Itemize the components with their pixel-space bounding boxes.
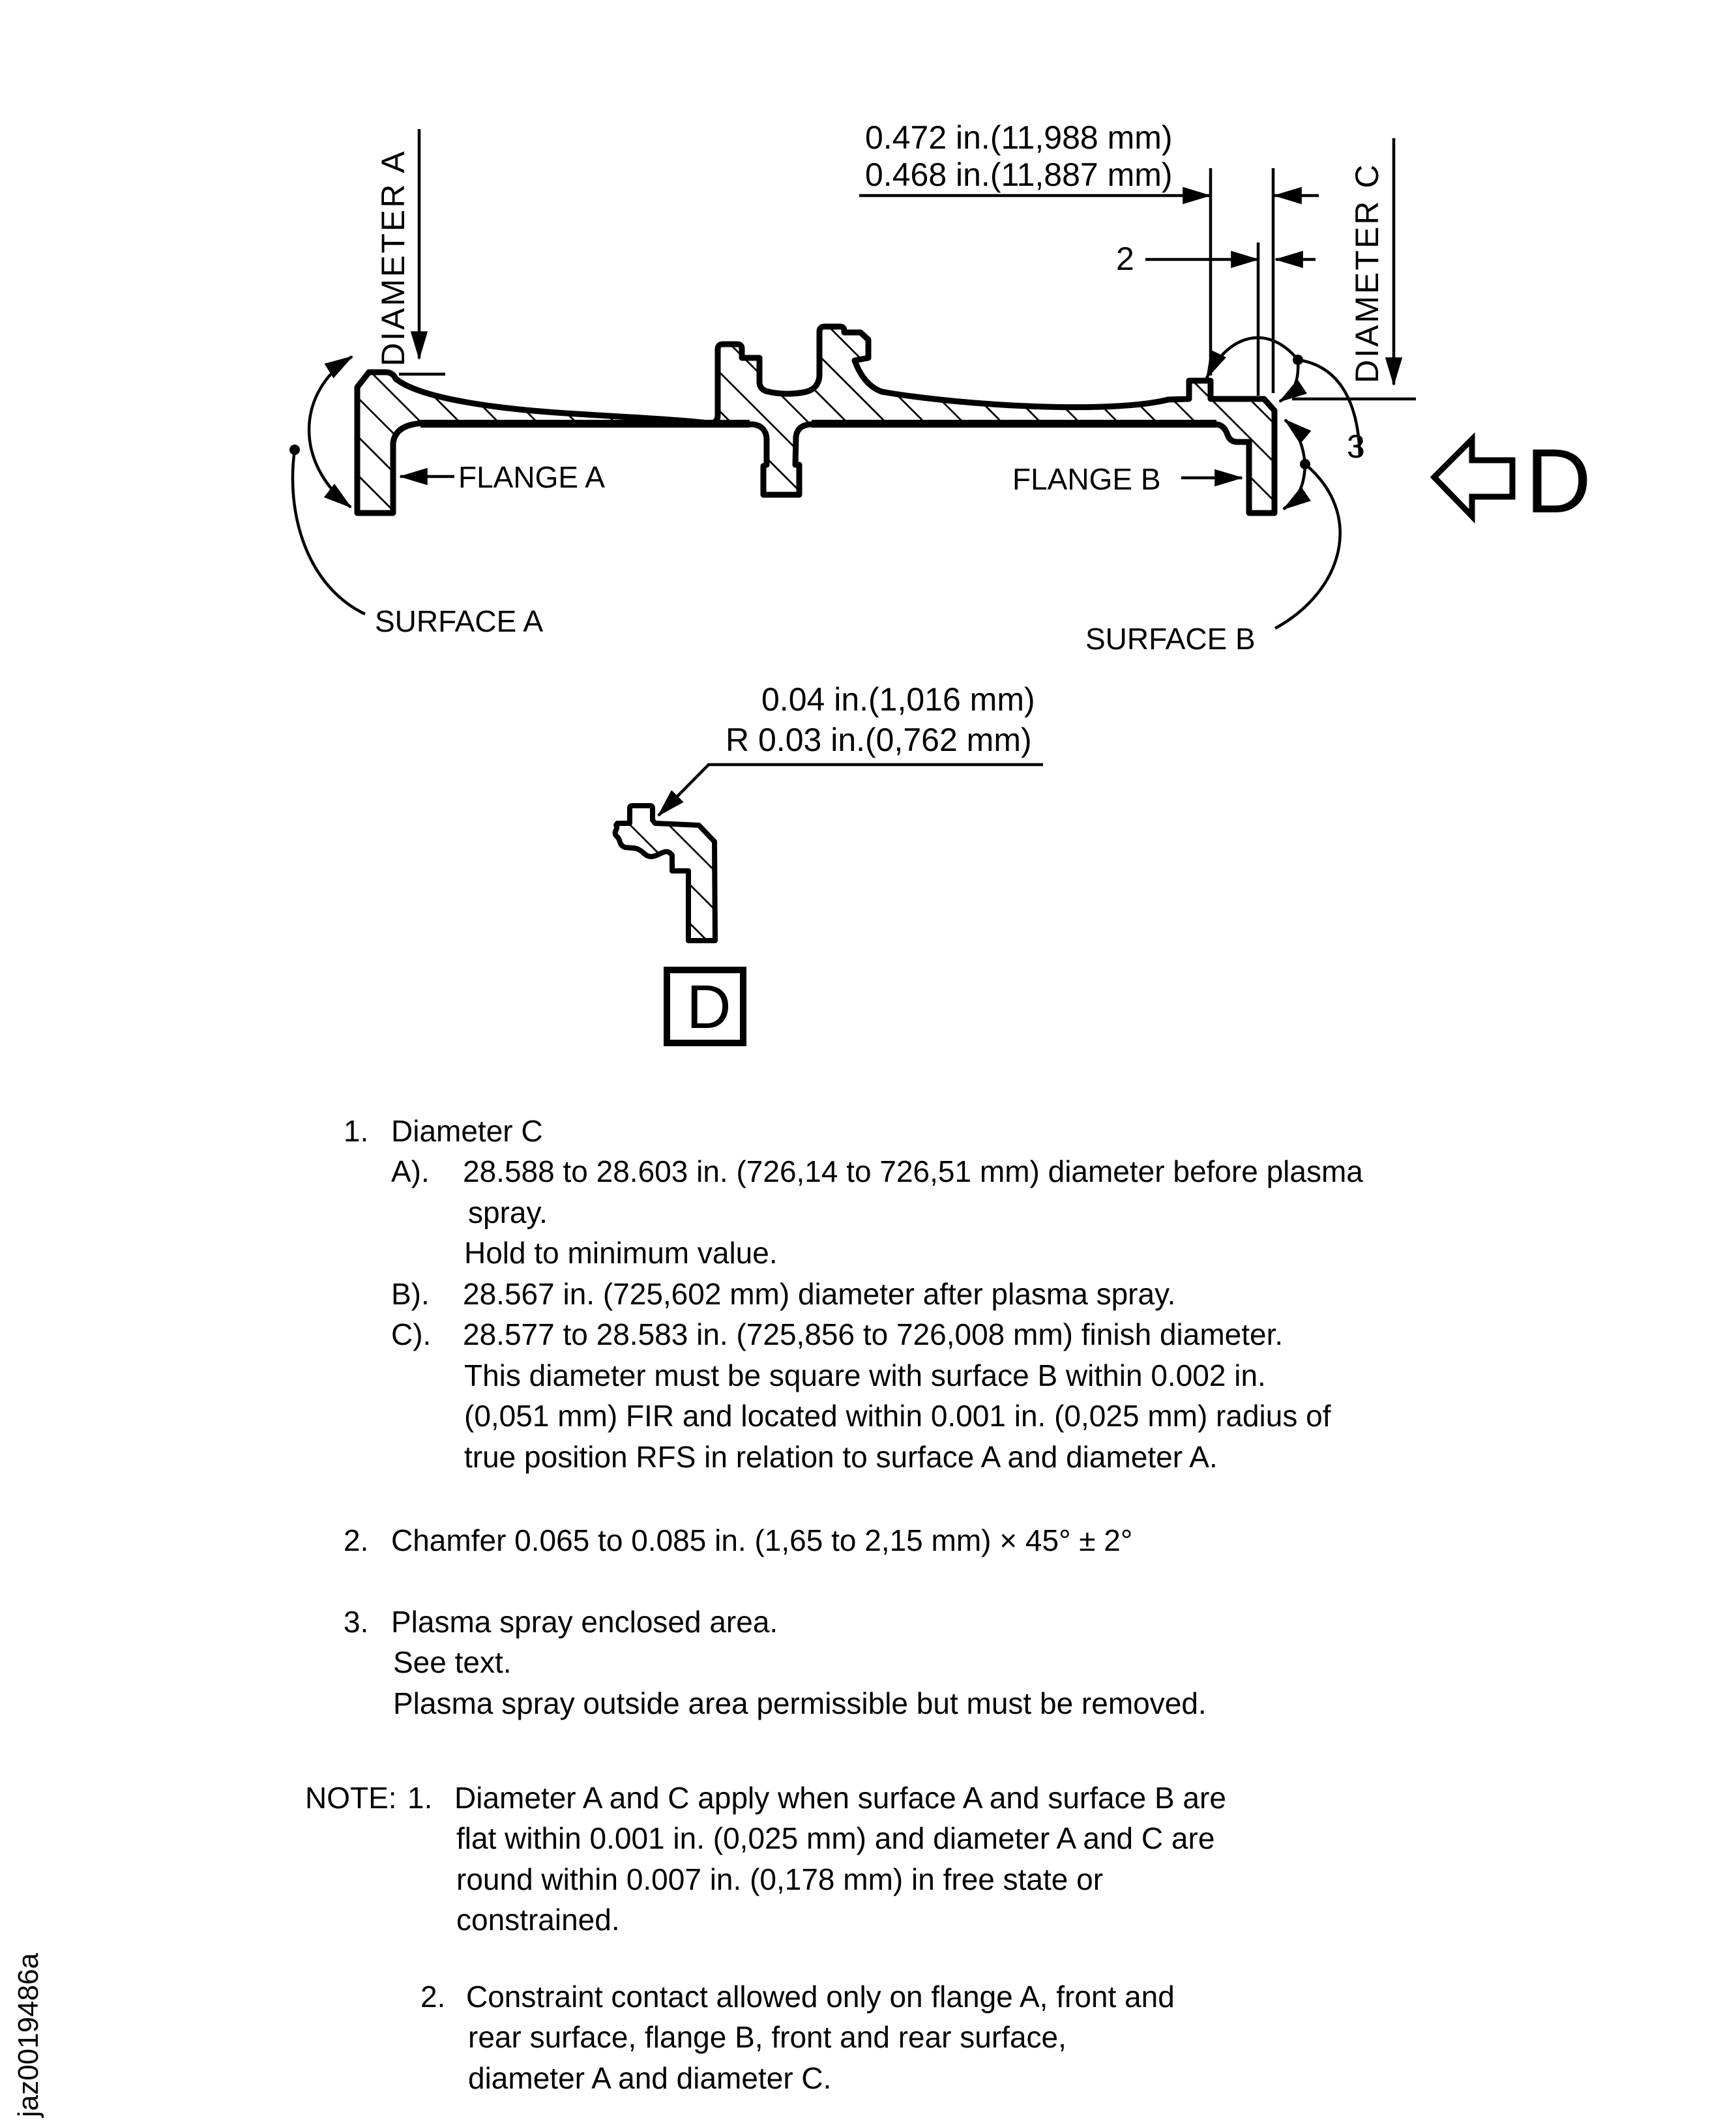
flange-a-label: FLANGE A [458,460,605,494]
flange-b-label: FLANGE B [1012,462,1161,496]
plasma-upper-arc-to-chamfer [1280,360,1298,402]
note-1c-line2: This diameter must be square with surface B within 0.002 in. [464,1358,1266,1392]
note-2-number: 2. [344,1523,369,1557]
note-3-line3: Plasma spray outside area permissible but must be removed. [393,1686,1207,1720]
general-note-1-line1: Diameter A and C apply when surface A and surface B are [454,1781,1226,1815]
plasma-upper-arc-to-land [1207,338,1298,378]
surface-b-label: SURFACE B [1085,622,1256,656]
plasma-lower-arc-up [1285,420,1305,464]
note-1a-line1: 28.588 to 28.603 in. (726,14 to 726,51 mm) diameter before plasma [463,1154,1363,1188]
plasma-lower-arc-down [1284,464,1305,509]
callout-2-chamfer: 2 [1116,241,1134,277]
surface-a-arc [309,357,352,507]
detail-d-box-letter: D [686,973,731,1042]
general-note-1-line2: flat within 0.001 in. (0,025 mm) and diameter A and C are [456,1821,1215,1855]
width-dim-text-min: 0.468 in.(11,887 mm) [865,156,1173,193]
note-1-number: 1. [344,1114,369,1148]
note-1c-line1: 28.577 to 28.583 in. (725,856 to 726,008 mm) finish diameter. [463,1317,1284,1351]
general-note-1-line3: round within 0.007 in. (0,178 mm) in free state or [456,1862,1104,1896]
note-3-number: 3. [344,1605,369,1639]
note-3-line1: Plasma spray enclosed area. [391,1605,778,1639]
note-1c-line3: (0,051 mm) FIR and located within 0.001 in. (0,025 mm) radius of [464,1399,1331,1433]
diameter-a-label: DIAMETER A [375,149,411,366]
general-note-2-line3: diameter A and diameter C. [468,2061,832,2095]
diameter-c-label: DIAMETER C [1349,162,1385,383]
general-note-2-number: 2. [420,1980,446,2014]
note-1b-marker: B). [391,1277,430,1311]
note-1c-marker: C). [391,1317,432,1351]
note-1b-line1: 28.567 in. (725,602 mm) diameter after plasma spray. [463,1277,1176,1311]
surface-b-leader-tail [1275,464,1340,628]
note-1a-line3: Hold to minimum value. [464,1236,778,1270]
note-block-label: NOTE: [305,1781,397,1815]
general-note-2-line2: rear surface, flange B, front and rear surface, [468,2020,1067,2054]
note-3-line2: See text. [393,1645,512,1679]
detail-dim-offset: 0.04 in.(1,016 mm) [761,681,1035,718]
surface-a-label: SURFACE A [375,604,544,638]
detail-dim-radius: R 0.03 in.(0,762 mm) [726,722,1032,758]
figure-code: jaz0019486a [12,1952,44,2117]
callout-3-plasma: 3 [1347,428,1365,465]
note-1c-line4: true position RFS in relation to surface A and diameter A. [464,1440,1218,1474]
note-1a-marker: A). [391,1154,430,1188]
general-note-2-line1: Constraint contact allowed only on flange A, front and [466,1980,1175,2014]
surface-a-leader-tail [293,450,365,614]
general-note-1-number: 1. [407,1781,433,1815]
general-note-1-line4: constrained. [456,1903,620,1937]
width-dim-text-max: 0.472 in.(11,988 mm) [865,119,1173,156]
detail-d-leader [658,765,1043,815]
view-d-letter: D [1525,430,1592,532]
note-2-line1: Chamfer 0.065 to 0.085 in. (1,65 to 2,15 mm) × 45° ± 2° [391,1523,1133,1557]
view-d-block-arrow [1434,439,1512,516]
note-1-title: Diameter C [391,1114,543,1148]
detail-d-outline [615,806,715,941]
note-1a-line2: spray. [468,1196,548,1229]
